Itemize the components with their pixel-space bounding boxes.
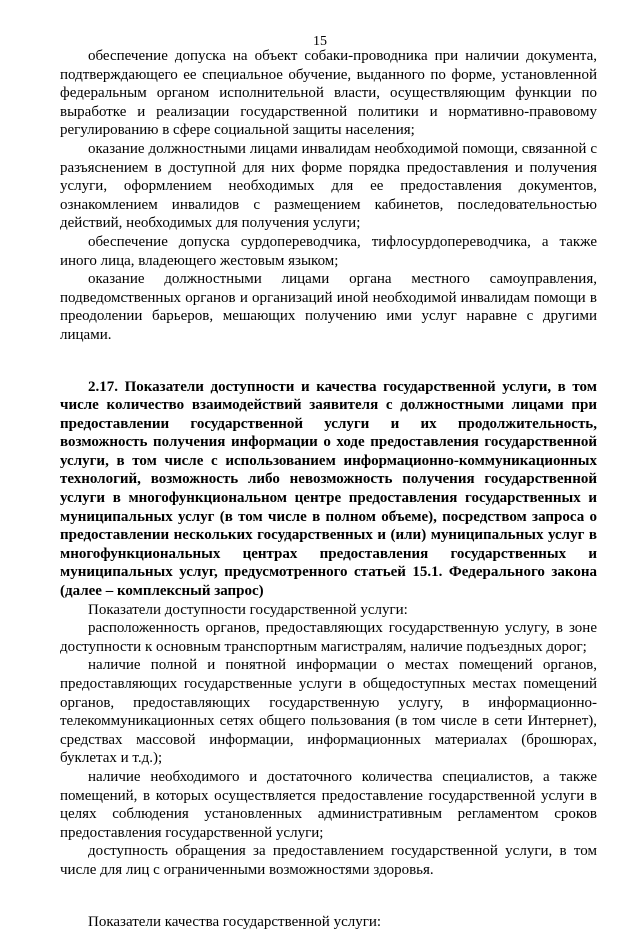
- page-content: [60, 47, 597, 931]
- quality-indicators-heading: Показатели качества государственной услуги:: [88, 913, 382, 930]
- paragraph-guide-dog-access: обеспечение допуска на объект собаки-проводника при наличии документа, подтверждающего ее специальное обучение, выданного по форме, установленной федеральным органом исполнительной власти, осуществляющим функции по выработке и реализации государственной политики и нормативно-правовому регулированию в сфере социальной защиты населения;: [60, 48, 597, 139]
- paragraph-barrier-help: оказание должностными лицами органа местного самоуправления, подведомственных органов и организаций иной необходимой инвалидам помощи в преодолении барьеров, мешающих получению ими услуг наравне с другими лицами.: [60, 271, 597, 343]
- paragraph-information-availability: наличие полной и понятной информации о местах помещений органов, предоставляющих государственные услуги в общедоступных местах помещений органов, предоставляющих государственную услугу, в информационно-телекоммуникационных сетях общего пользования (в том числе в сети Интернет), средствах массовой информации, информационных материалах (брошюрах, буклетах и т.д.);: [60, 657, 597, 767]
- paragraph-official-assistance: оказание должностными лицами инвалидам необходимой помощи, связанной с разъяснением в доступной для них форме порядка предоставления и получения услуги, оформлением необходимых для ее предоставления документов, ознакомлением инвалидов с размещением кабинетов, последовательностью действий, необходимых для получения услуги;: [60, 140, 597, 232]
- page-number: 15: [313, 34, 327, 49]
- paragraph-sign-language-access: обеспечение допуска сурдопереводчика, тифлосурдопереводчика, а также иного лица, владеющего жестовым языком;: [60, 233, 597, 269]
- paragraph-accessibility-indicators: Показатели доступности государственной услуги:: [88, 601, 408, 618]
- section-heading-2-17: 2.17. Показатели доступности и качества государственной услуги, в том числе количество взаимодействий заявителя с должностными лицами при предоставлении государственной услуги и их продолжительность, возможность получения информации о ходе предоставления государственной услуги, в том числе с использованием информационно-коммуникационных технологий, возможность либо невозможность получения государственной услуги в многофункциональном центре предоставления государственных и муниципальных услуг (в том числе в полном объеме), посредством запроса о предоставлении нескольких государственных и (или) муниципальных услуг в многофункциональных центрах предоставления государственных и муниципальных услуг, предусмотренного статьей 15.1. Федерального закона (далее – комплексный запрос): [60, 378, 597, 600]
- paragraph-limited-mobility-access: доступность обращения за предоставлением государственной услуги, в том числе для лиц с ограниченными возможностями здоровья.: [60, 843, 597, 878]
- paragraph-transport-access: расположенность органов, предоставляющих государственную услугу, в зоне доступности к основным транспортным магистралям, наличие подъездных дорог;: [60, 620, 597, 655]
- paragraph-specialists-availability: наличие необходимого и достаточного количества специалистов, а также помещений, в которых осуществляется предоставление государственной услуги в целях соблюдения установленных административным регламентом сроков предоставления государственной услуги;: [60, 768, 597, 841]
